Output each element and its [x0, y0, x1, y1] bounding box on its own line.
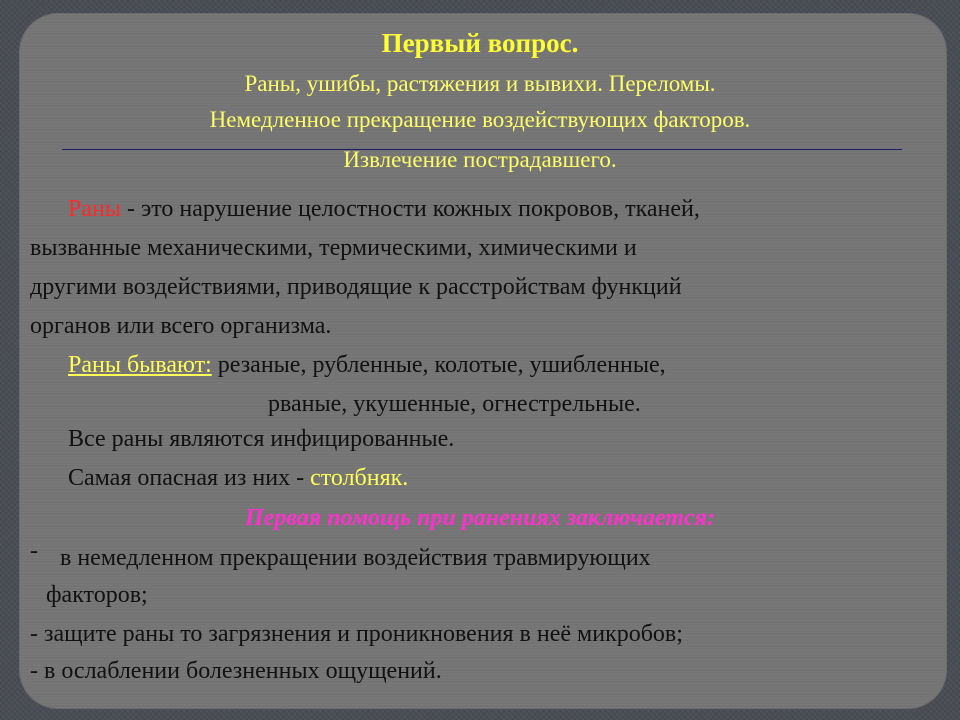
dangerous-prefix: Самая опасная из них - [68, 465, 311, 491]
subtitle-line-2: Немедленное прекращение воздействующих факторов. [209, 107, 751, 132]
first-aid-item-2: - защите раны то загрязнения и проникновения в неё микробов; [30, 621, 683, 647]
definition-line-1-rest: - это нарушение целостности кожных покровов, тканей, [120, 196, 700, 222]
wound-types-line-1 [68, 353, 666, 377]
first-aid-heading: Первая помощь при ранениях заключается: [245, 505, 715, 531]
wound-types-line-2: рваные, укушенные, огнестрельные. [268, 391, 641, 417]
wound-types-list-1: резаные, рубленные, колотые, ушибленные, [211, 352, 666, 378]
slide-title: Первый вопрос. [381, 28, 579, 58]
first-aid-dash-1: - [30, 538, 38, 564]
definition-line-1 [68, 197, 700, 221]
tetanus-highlight: столбняк. [310, 465, 409, 491]
wound-types-label: Раны бывают: [68, 352, 212, 378]
definition-line-4: органов или всего организма. [30, 313, 332, 339]
infected-statement: Все раны являются инфицированные. [68, 426, 455, 452]
first-aid-item-3: - в ослаблении болезненных ощущений. [30, 658, 442, 684]
subtitle-line-3: Извлечение пострадавшего. [343, 147, 617, 172]
definition-line-2: вызванные механическими, термическими, химическими и [30, 235, 637, 261]
dangerous-statement [68, 466, 408, 490]
first-aid-item-1-line-2: факторов; [46, 582, 148, 608]
definition-line-3: другими воздействиями, приводящие к расстройствам функций [30, 274, 682, 300]
subtitle-line-1: Раны, ушибы, растяжения и вывихи. Переломы. [244, 71, 716, 96]
wound-term: Раны [68, 196, 121, 222]
first-aid-item-1-line-1: в немедленном прекращении воздействия травмирующих [60, 545, 651, 571]
